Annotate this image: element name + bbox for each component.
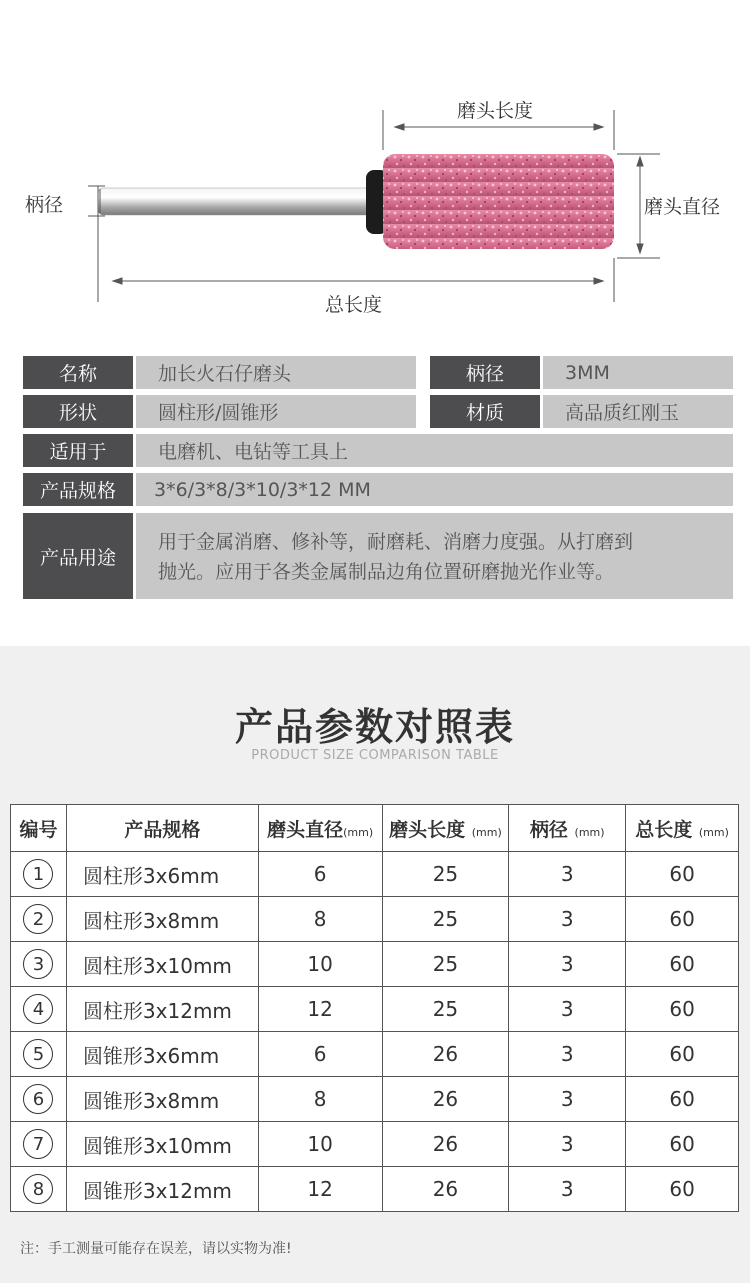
header-no: 编号 [11, 805, 67, 852]
row-spec: 圆柱形3x6mm [66, 852, 258, 897]
spec-value: 3MM [543, 356, 733, 389]
row-length: 25 [382, 852, 509, 897]
row-shank: 3 [509, 1077, 626, 1122]
header-total: 总长度 (mm) [626, 805, 739, 852]
row-spec: 圆柱形3x8mm [66, 897, 258, 942]
row-length: 25 [382, 897, 509, 942]
row-length: 26 [382, 1032, 509, 1077]
table-row [11, 1077, 739, 1122]
row-diameter: 6 [258, 1032, 382, 1077]
spec-value [136, 513, 733, 599]
row-number: 7 [23, 1129, 53, 1159]
row-shank: 3 [509, 897, 626, 942]
head-length-label: 磨头长度 [457, 100, 534, 122]
header-shank: 柄径 (mm) [509, 805, 626, 852]
grinding-head-drawing [0, 0, 750, 340]
comparison-table [10, 804, 739, 1212]
purpose-line-2: 抛光。应用于各类金属制品边角位置研磨抛光作业等。 [158, 561, 615, 583]
purpose-line-1: 用于金属消磨、修补等，耐磨耗、消磨力度强。从打磨到 [158, 531, 634, 553]
row-diameter: 8 [258, 897, 382, 942]
table-header-row [11, 805, 739, 852]
row-total: 60 [626, 1032, 739, 1077]
row-total: 60 [626, 987, 739, 1032]
row-total: 60 [626, 897, 739, 942]
spec-key: 产品用途 [23, 513, 133, 599]
row-length: 26 [382, 1167, 509, 1212]
row-shank: 3 [509, 987, 626, 1032]
row-diameter: 10 [258, 942, 382, 987]
header-length: 磨头长度 (mm) [382, 805, 509, 852]
row-length: 26 [382, 1122, 509, 1167]
disclaimer-note: 注：手工测量可能存在误差，请以实物为准! [20, 1241, 292, 1257]
row-diameter: 8 [258, 1077, 382, 1122]
header-spec: 产品规格 [66, 805, 258, 852]
row-shank: 3 [509, 1032, 626, 1077]
spec-value: 圆柱形/圆锥形 [136, 395, 416, 428]
spec-value: 电磨机、电钻等工具上 [136, 434, 733, 467]
row-number: 3 [23, 949, 53, 979]
row-spec: 圆柱形3x10mm [66, 942, 258, 987]
table-row [11, 1032, 739, 1077]
row-total: 60 [626, 852, 739, 897]
section-title: 产品参数对照表 [234, 705, 515, 749]
row-diameter: 12 [258, 987, 382, 1032]
row-spec: 圆锥形3x8mm [66, 1077, 258, 1122]
row-shank: 3 [509, 1167, 626, 1212]
product-diagram [0, 0, 750, 340]
total-length-label: 总长度 [325, 294, 383, 316]
header-diameter: 磨头直径(mm) [258, 805, 382, 852]
table-row [11, 852, 739, 897]
table-row [11, 1122, 739, 1167]
table-row [11, 1167, 739, 1212]
row-number: 1 [23, 859, 53, 889]
row-shank: 3 [509, 942, 626, 987]
row-total: 60 [626, 1077, 739, 1122]
row-length: 25 [382, 987, 509, 1032]
row-number: 2 [23, 904, 53, 934]
row-total: 60 [626, 1122, 739, 1167]
spec-key: 形状 [23, 395, 133, 428]
row-diameter: 12 [258, 1167, 382, 1212]
row-shank: 3 [509, 1122, 626, 1167]
spec-row-purpose [23, 513, 733, 599]
row-total: 60 [626, 942, 739, 987]
shank-label: 柄径 [25, 194, 64, 216]
table-row [11, 987, 739, 1032]
spec-value: 3*6/3*8/3*10/3*12 MM [136, 473, 733, 506]
spec-key: 适用于 [23, 434, 133, 467]
shank-rod [98, 188, 374, 215]
spec-row-shape [23, 395, 733, 428]
row-diameter: 6 [258, 852, 382, 897]
row-number: 5 [23, 1039, 53, 1069]
table-row [11, 942, 739, 987]
spec-value: 加长火石仔磨头 [136, 356, 416, 389]
row-shank: 3 [509, 852, 626, 897]
row-length: 26 [382, 1077, 509, 1122]
comparison-section [0, 646, 750, 1283]
grinding-head [383, 154, 614, 249]
row-spec: 圆锥形3x12mm [66, 1167, 258, 1212]
table-row [11, 897, 739, 942]
row-spec: 圆锥形3x6mm [66, 1032, 258, 1077]
spec-key: 柄径 [430, 356, 540, 389]
row-total: 60 [626, 1167, 739, 1212]
row-spec: 圆柱形3x12mm [66, 987, 258, 1032]
head-diameter-label: 磨头直径 [644, 196, 721, 218]
row-number: 4 [23, 994, 53, 1024]
spec-value: 高品质红刚玉 [543, 395, 733, 428]
row-number: 8 [23, 1174, 53, 1204]
spec-key: 材质 [430, 395, 540, 428]
spec-key: 产品规格 [23, 473, 133, 506]
row-length: 25 [382, 942, 509, 987]
spec-row-usage [23, 434, 733, 467]
spec-row-size [23, 473, 733, 506]
row-diameter: 10 [258, 1122, 382, 1167]
row-number: 6 [23, 1084, 53, 1114]
spec-row-name [23, 356, 733, 389]
spec-key: 名称 [23, 356, 133, 389]
section-subtitle: PRODUCT SIZE COMPARISON TABLE [251, 748, 499, 763]
row-spec: 圆锥形3x10mm [66, 1122, 258, 1167]
